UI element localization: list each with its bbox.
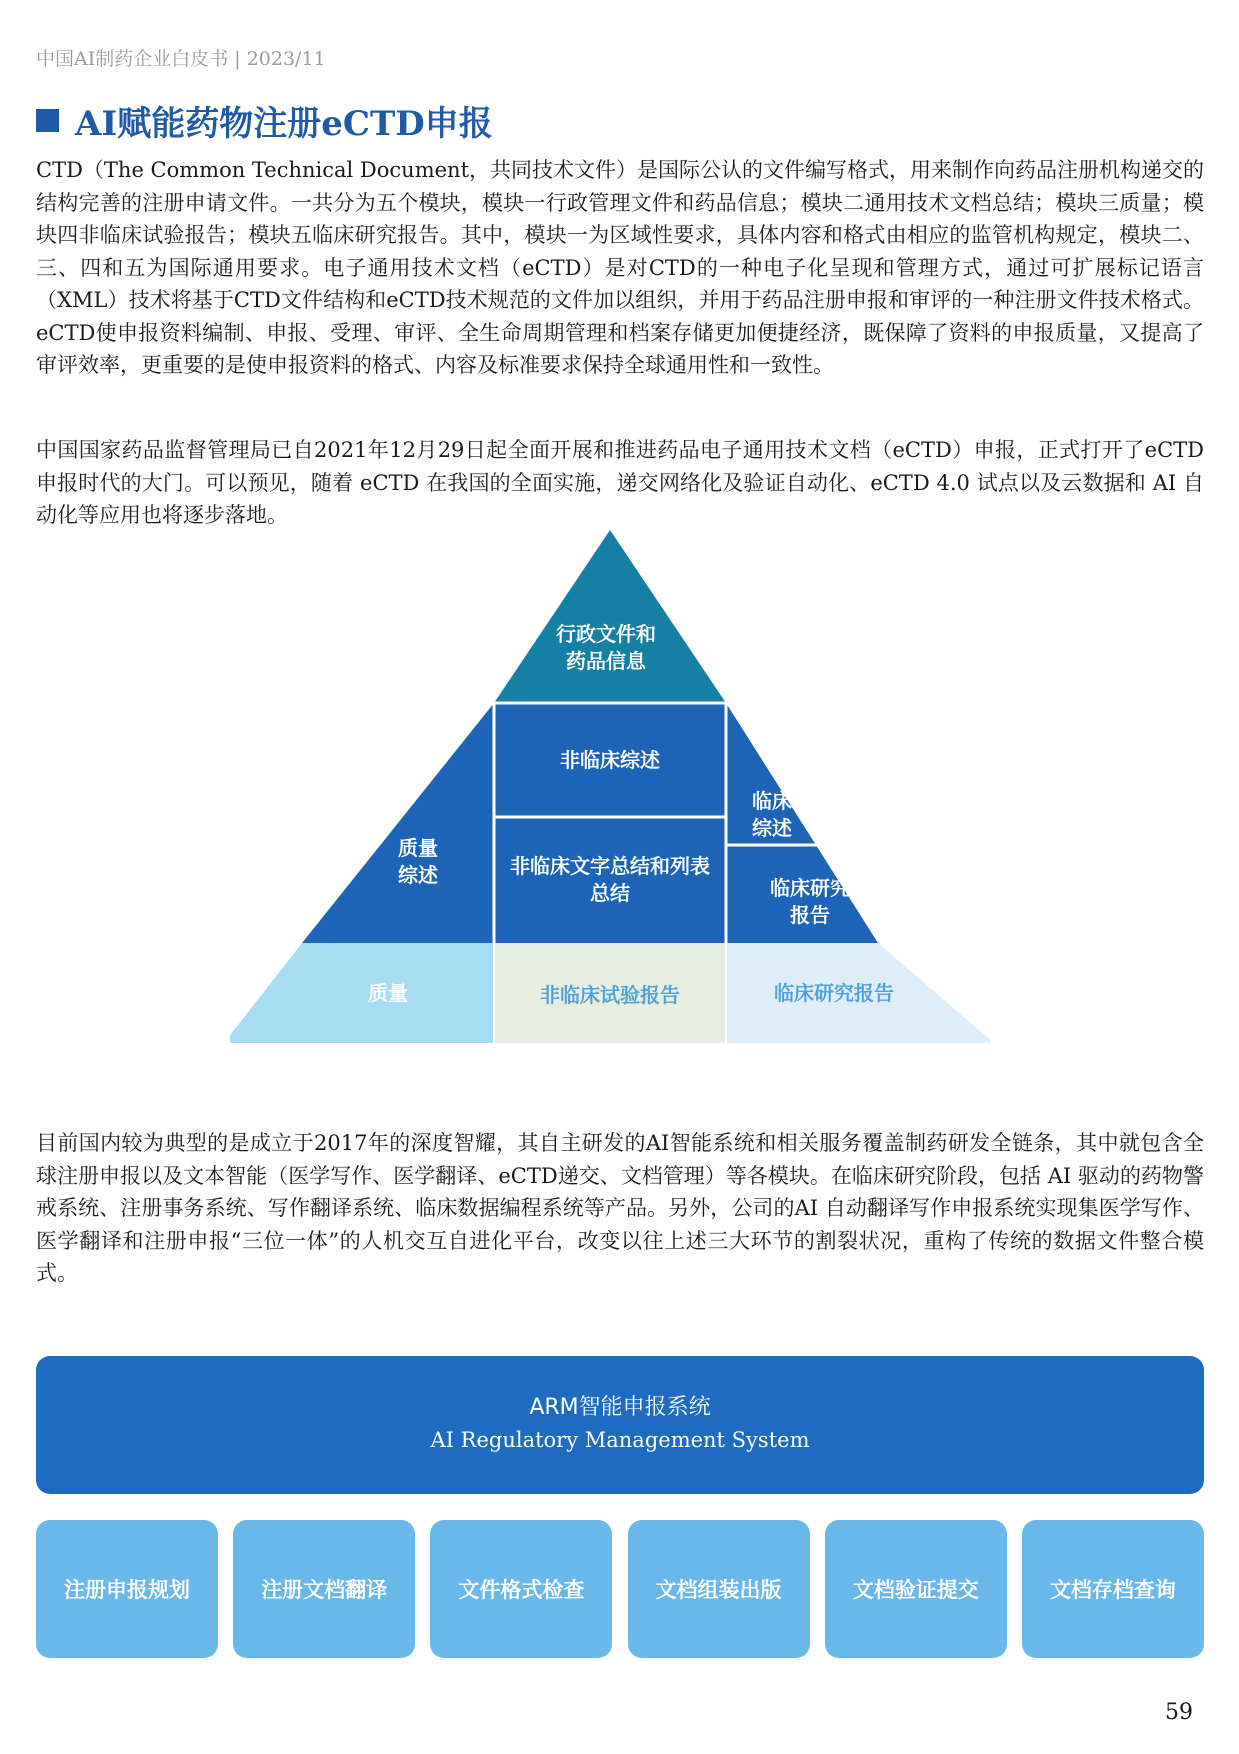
pyramid-quality-summary-line2: 综述 <box>398 863 438 887</box>
pyramid-nonclinical-summary-line2: 总结 <box>590 881 630 905</box>
module-document-translation: 注册文档翻译 <box>233 1520 415 1658</box>
pyramid-clinical-overview-line2: 综述 <box>752 816 792 840</box>
pyramid-top-label-line2: 药品信息 <box>566 649 646 673</box>
pyramid-base-nonclinical-label: 非临床试验报告 <box>540 983 680 1007</box>
pyramid-quality-summary-line1: 质量 <box>398 836 438 860</box>
module-format-check: 文件格式检查 <box>430 1520 612 1658</box>
pyramid-clinical-report-line2: 报告 <box>790 903 830 927</box>
module-archive-query: 文档存档查询 <box>1022 1520 1204 1658</box>
module-validation-submission: 文档验证提交 <box>825 1520 1007 1658</box>
paragraph-deep-intelligent-pharma: 目前国内较为典型的是成立于2017年的深度智耀，其自主研发的AI智能系统和相关服务覆盖制药研发全链条，其中就包含全球注册申报以及文本智能（医学写作、医学翻译、eCTD递交、文档管理）等各模块。在临床研究阶段，包括 AI 驱动的药物警戒系统、注册事务系统、写作翻译系统、临床数据编程系统等产品。另外，公司的AI 自动翻译写作申报系统实现集医学写作、医学翻译和注册申报“三位一体”的人机交互自进化平台，改变以往上述三大环节的割裂状况，重构了传统的数据文件整合模式。 <box>36 1131 1204 1285</box>
pyramid-base-clinical-label: 临床研究报告 <box>774 981 894 1005</box>
arm-system-subtitle: AI Regulatory Management System <box>430 1428 810 1452</box>
arm-module-list <box>36 1520 1204 1658</box>
pyramid-nonclinical-overview: 非临床综述 <box>560 748 660 772</box>
running-header: 中国AI制药企业白皮书 | 2023/11 <box>36 48 326 70</box>
section-title <box>36 96 493 145</box>
pyramid-clinical-report-line1: 临床研究 <box>770 876 850 900</box>
pyramid-top-module1 <box>494 530 726 703</box>
arm-system-title: ARM智能申报系统 <box>529 1395 711 1420</box>
ctd-pyramid-diagram <box>230 530 990 1050</box>
paragraph-ctd-intro: CTD（The Common Technical Document，共同技术文件）是国际公认的文件编写格式，用来制作向药品注册机构递交的结构完善的注册申请文件。一共分为五个模块，模块一行政管理文件和药品信息；模块二通用技术文档总结；模块三质量；模块四非临床试验报告；模块五临床研究报告。其中，模块一为区域性要求，具体内容和格式由相应的监管机构规定，模块二、三、四和五为国际通用要求。电子通用技术文档（eCTD）是对CTD的一种电子化呈现和管理方式，通过可扩展标记语言（XML）技术将基于CTD文件结构和eCTD技术规范的文件加以组织，并用于药品注册申报和审评的一种注册文件技术格式。eCTD使申报资料编制、申报、受理、审评、全生命周期管理和档案存储更加便捷经济，既保障了资料的申报质量，又提高了审评效率，更重要的是使申报资料的格式、内容及标准要求保持全球通用性和一致性。 <box>36 158 1204 377</box>
pyramid-clinical-overview-line1: 临床 <box>752 789 792 813</box>
module-assembly-publishing: 文档组装出版 <box>628 1520 810 1658</box>
module-registration-planning: 注册申报规划 <box>36 1520 218 1658</box>
pyramid-nonclinical-summary-line1: 非临床文字总结和列表 <box>510 854 710 878</box>
pyramid-base-quality-label: 质量 <box>368 981 408 1005</box>
section-title-text: AI赋能药物注册eCTD申报 <box>75 104 493 144</box>
pyramid-top-label-line1: 行政文件和 <box>556 622 656 646</box>
title-square-icon <box>36 109 59 132</box>
pyramid-base-quality <box>230 943 494 1043</box>
page-number: 59 <box>1165 1700 1193 1725</box>
arm-system-banner <box>36 1356 1204 1494</box>
paragraph-nmpa-ectd: 中国国家药品监督管理局已自2021年12月29日起全面开展和推进药品电子通用技术文档（eCTD）申报，正式打开了eCTD申报时代的大门。可以预见，随着 eCTD 在我国的全面实施，递交网络化及验证自动化、eCTD 4.0 试点以及云数据和 AI 自动化等应用也将逐步落地。 <box>36 438 1204 527</box>
